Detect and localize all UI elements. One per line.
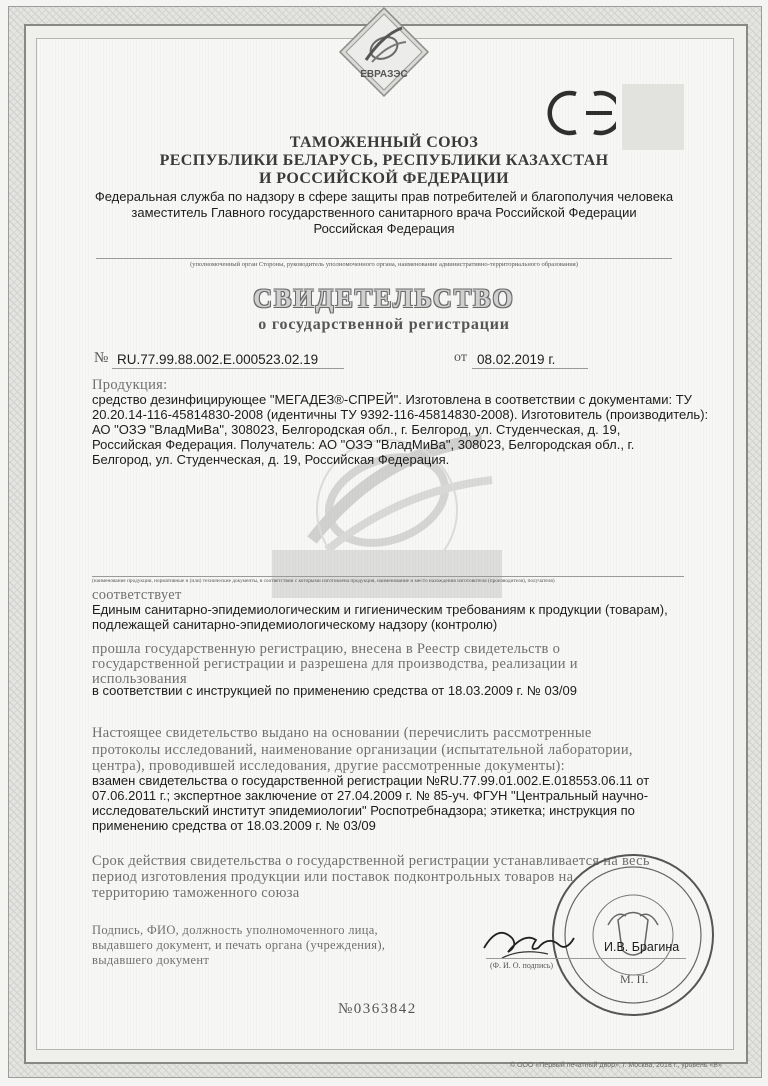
basis-detail: исследовательский институт эпидемиологии" Роспотребнадзора; этикетка; инструкция по bbox=[92, 803, 635, 818]
basis-detail: применению средства от 18.03.2009 г. № 03/09 bbox=[92, 818, 376, 833]
header-line-2: РЕСПУБЛИКИ БЕЛАРУСЬ, РЕСПУБЛИКИ КАЗАХСТАН bbox=[159, 152, 609, 169]
registration-line: использования bbox=[92, 671, 187, 687]
basis-line: Настоящее свидетельство выдано на основании (перечислить рассмотренные bbox=[92, 725, 592, 741]
date-underline bbox=[472, 368, 588, 369]
validity-line: период изготовления продукции или поставок подконтрольных товаров на bbox=[92, 869, 574, 885]
registration-line: государственной регистрации и разрешена для производства, реализации и bbox=[92, 656, 578, 672]
basis-detail: 07.06.2011 г.; экспертное заключение от 27.04.2009 г. № 85-уч. ФГУН "Центральный научно- bbox=[92, 788, 649, 803]
signature-label-line: Подпись, ФИО, должность уполномоченного лица, bbox=[92, 923, 378, 937]
validity-line: территорию таможенного союза bbox=[92, 885, 300, 901]
signature-label-line: выдавшего документ, и печать органа (учреждения), bbox=[92, 938, 386, 952]
number-prefix: № bbox=[94, 350, 109, 366]
conformity-heading: соответствует bbox=[92, 587, 182, 603]
signature-label-line: выдавшего документ bbox=[92, 953, 210, 967]
signer-underline bbox=[486, 958, 686, 959]
conformity-line: Единым санитарно-эпидемиологическим и гигиеническим требованиям к продукции (товарам), bbox=[92, 602, 668, 617]
header-line-1: ТАМОЖЕННЫЙ СОЮЗ bbox=[289, 134, 479, 151]
product-underline bbox=[92, 576, 684, 577]
basis-line: центра), проводившей исследования, другие рассмотренные документы): bbox=[92, 758, 566, 774]
form-number: №0363842 bbox=[338, 1001, 417, 1017]
product-line: Российская Федерация. Получатель: АО "ОЗЭ "ВладМиВа", 308023, Белгородская обл., г. bbox=[92, 437, 635, 452]
header-line-3: И РОССИЙСКОЙ ФЕДЕРАЦИИ bbox=[259, 170, 509, 187]
basis-detail: взамен свидетельства о государственной регистрации №RU.77.99.01.002.E.018553.06.11 от bbox=[92, 773, 650, 788]
product-caption: (наименование продукции, нормативные и (или) технические документы, в соответствии с которыми изготовлена продукция, наименование и место нахождения изготовителя (производителя), получателя) bbox=[92, 578, 555, 584]
number-underline bbox=[112, 368, 344, 369]
product-line: АО "ОЗЭ "ВладМиВа", 308023, Белгородская обл., г. Белгород, ул. Студенческая, д. 19, bbox=[92, 422, 621, 437]
registration-date: 08.02.2019 г. bbox=[477, 352, 556, 367]
product-line: средство дезинфицирующее "МЕГАДЕЗ®-СПРЕЙ". Изготовлена в соответствии с документами: ТУ bbox=[92, 392, 692, 407]
basis-line: протоколы исследований, наименование организации (испытательной лаборатории, bbox=[92, 742, 633, 758]
seal-mark: М. П. bbox=[620, 972, 649, 986]
emblem-label: ЕВРАЗЭС bbox=[360, 69, 408, 80]
authority-underline bbox=[96, 258, 672, 259]
authority-line-1: Федеральная служба по надзору в сфере защиты прав потребителей и благополучия человека bbox=[94, 189, 674, 204]
registration-number: RU.77.99.88.002.E.000523.02.19 bbox=[117, 352, 319, 367]
signer-name: И.В. Брагина bbox=[604, 940, 680, 954]
authority-line-2: заместитель Главного государственного санитарного врача Российской Федерации bbox=[131, 205, 637, 220]
validity-line: Срок действия свидетельства о государственной регистрации устанавливается на весь bbox=[92, 853, 650, 869]
conformity-line: подлежащей санитарно-эпидемиологическому надзору (контролю) bbox=[92, 617, 498, 632]
signer-caption: (Ф. И. О. подпись) bbox=[490, 961, 554, 970]
authority-line-3: Российская Федерация bbox=[313, 221, 455, 236]
date-prefix: от bbox=[454, 350, 467, 365]
document-subtitle: о государственной регистрации bbox=[258, 316, 510, 333]
registration-line: прошла государственную регистрацию, внесена в Реестр свидетельств о bbox=[92, 641, 561, 657]
product-line: Белгород, ул. Студенческая, д. 19, Российская Федерация. bbox=[92, 452, 450, 467]
product-heading: Продукция: bbox=[92, 377, 168, 393]
product-line: 20.20.14-116-45814830-2008 (идентичны ТУ 9392-116-45814830-2008). Изготовитель (производитель): bbox=[92, 407, 709, 422]
authority-caption: (уполномоченный орган Стороны, руководитель уполномоченного органа, наименование административно-территориального образования) bbox=[190, 261, 578, 268]
eurasec-emblem-icon bbox=[336, 4, 432, 100]
conformity-mark-icon bbox=[546, 88, 616, 138]
registration-usage: в соответствии с инструкцией по применению средства от 18.03.2009 г. № 03/09 bbox=[92, 683, 578, 698]
printer-footer: © ООО «Первый печатный двор», г. Москва, 2018 г., уровень «В» bbox=[510, 1062, 722, 1069]
document-title: СВИДЕТЕЛЬСТВО bbox=[253, 284, 515, 313]
